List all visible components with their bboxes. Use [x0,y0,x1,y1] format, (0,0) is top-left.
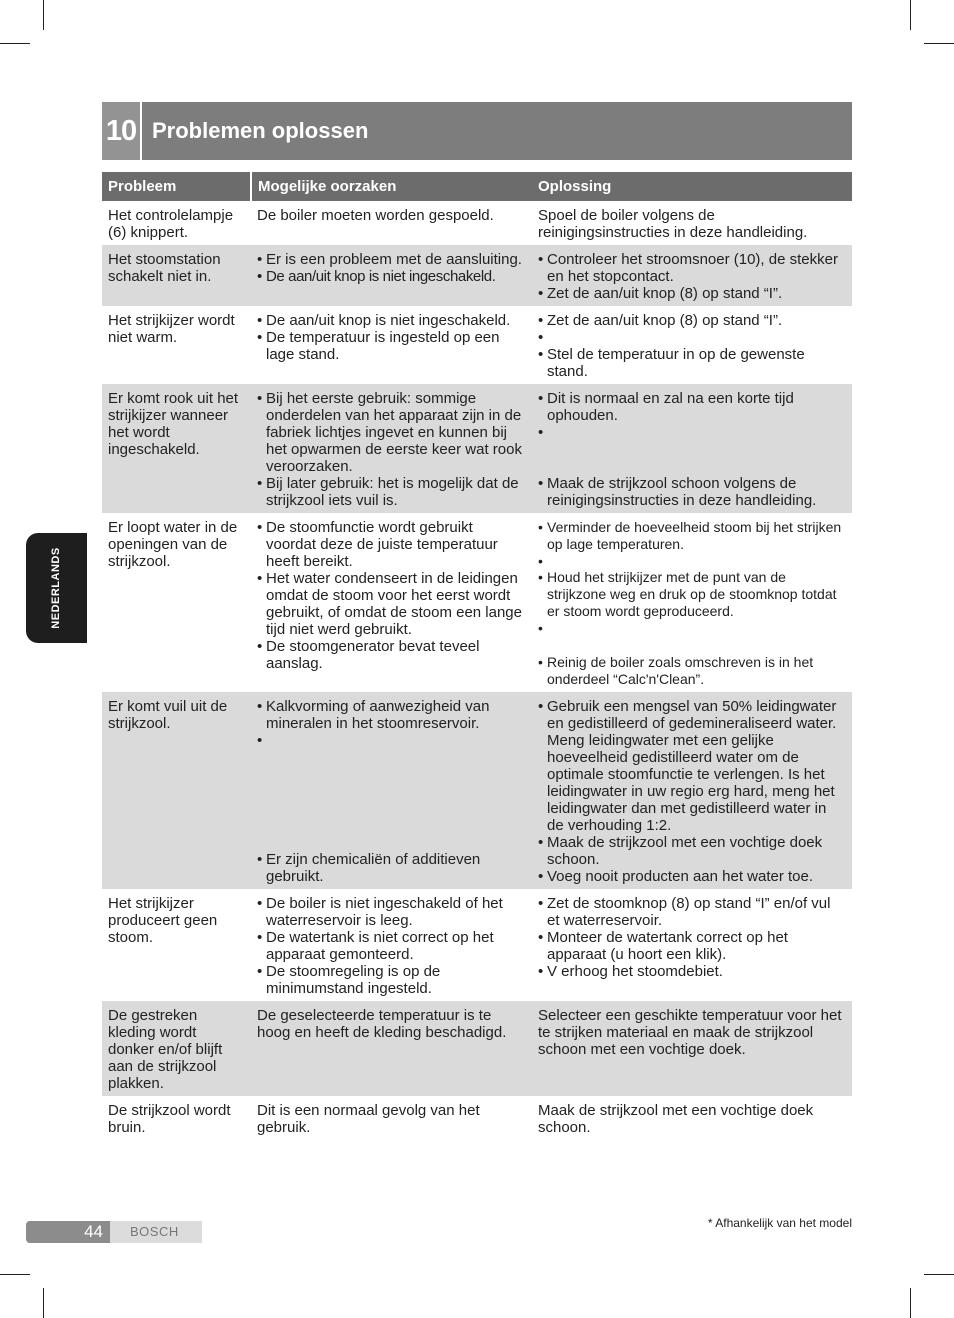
banner-divider [140,102,142,160]
solution-item: • Verminder de hoeveelheid stoom bij het strijken op lage temperaturen. [538,519,846,553]
cause-item: • De temperatuur is ingesteld op een lage stand. [257,329,526,363]
crop-mark [924,43,954,44]
solution-cell [532,513,852,692]
solution-cell: Spoel de boiler volgens de reinigingsinstructies in deze handleiding. [538,207,808,241]
solution-item: • Voeg nooit producten aan het water toe. [538,868,846,885]
solution-cell [532,245,852,306]
cause-item: • De stoomregeling is op de minimumstand ingesteld. [257,963,526,997]
solution-cell [532,692,852,889]
crop-mark [924,1274,954,1275]
problem-cell: De gestreken kleding wordt donker en/of blijft aan de strijkzool plakken. [102,1001,251,1096]
solution-item: • Maak de strijkzool met een vochtige doek schoon. [538,834,846,868]
header-oplossing: Oplossing [532,172,852,201]
solution-item: • Zet de aan/uit knop (8) op stand “I”. [538,285,846,302]
cause-item: • De boiler is niet ingeschakeld of het waterreservoir is leeg. [257,895,526,929]
crop-mark [910,0,911,30]
solution-item: • Reinig de boiler zoals omschreven is in het onderdeel “Calc'n'Clean”. [538,654,846,688]
solution-item: • Controleer het stroomsnoer (10), de stekker en het stopcontact. [538,251,846,285]
problem-cell: Het controlelampje (6) knippert. [108,207,234,241]
spacer [538,553,846,569]
section-title: Problemen oplossen [152,118,369,143]
problem-cell: Er loopt water in de openingen van de strijkzool. [108,519,238,570]
cause-cell: Dit is een normaal gevolg van het gebruik. [257,1102,480,1136]
table-row [102,1001,852,1096]
problem-cell: De strijkzool wordt bruin. [108,1102,231,1136]
solution-cell [532,306,852,384]
cause-cell [251,245,532,306]
cause-cell [251,889,532,1001]
solution-item: • Houd het strijkijzer met de punt van de strijkzone weg en druk op de stoomknop totdat er stoom wordt geproduceerd. [538,569,846,620]
cause-cell [251,384,532,513]
section-number: 10 [102,102,140,160]
brand-name: BOSCH [130,1224,179,1239]
header-oorzaken: Mogelijke oorzaken [251,172,532,201]
problem-cell: Het strijkijzer wordt niet warm. [108,312,235,346]
spacer [538,424,846,475]
solution-item: • Monteer de watertank correct op het apparaat (u hoort een klik). [538,929,846,963]
solution-cell: Maak de strijkzool met een vochtige doek schoon. [538,1102,814,1136]
solution-cell [532,889,852,1001]
crop-mark [910,1288,911,1318]
page-footer-bar [26,1221,202,1243]
table-row [102,201,852,245]
cause-item: • De aan/uit knop is niet ingeschakeld. [257,312,526,329]
crop-mark [0,1274,30,1275]
solution-item: • Zet de stoomknop (8) op stand “I” en/of vul et waterreservoir. [538,895,846,929]
spacer [257,732,526,851]
problem-cell: Er komt rook uit het strijkijzer wanneer het wordt ingeschakeld. [102,384,251,513]
cause-item: • Er zijn chemicaliën of additieven gebruikt. [257,851,526,885]
spacer [538,329,846,346]
cause-item: • Het water condenseert in de leidingen omdat de stoom voor het eerst wordt gebruikt, of omdat de stoom een lange tijd niet werd gebruikt. [257,570,526,638]
section-banner [102,102,852,160]
solution-cell [532,384,852,513]
page-number-box [26,1221,110,1243]
cause-cell [251,692,532,889]
cause-cell: De geselecteerde temperatuur is te hoog en heeft de kleding beschadigd. [251,1001,532,1096]
header-probleem: Probleem [102,172,251,201]
solution-item: • Gebruik een mengsel van 50% leidingwater en gedistilleerd of gedemineraliseerd water. Meng leidingwater met een gelijke hoeveelheid gedistilleerd water om de optimale stoomfunctie te verlengen. Is het leidingwater in uw regio erg hard, meng het leidingwater dan met gedistilleerd water in de verhouding 1:2. [538,698,846,834]
crop-mark [43,1288,44,1318]
solution-cell: Selecteer een geschikte temperatuur voor het te strijken materiaal en maak de strijkzool schoon met een vochtige doek. [532,1001,852,1096]
cause-item: • De aan/uit knop is niet ingeschakeld. [257,268,526,285]
solution-item: • Zet de aan/uit knop (8) op stand “I”. [538,312,846,329]
cause-item: • De stoomfunctie wordt gebruikt voordat deze de juiste temperatuur heeft bereikt. [257,519,526,570]
spacer [538,620,846,654]
solution-item: • Maak de strijkzool schoon volgens de reinigingsinstructies in deze handleiding. [538,475,846,509]
page-number: 44 [84,1222,103,1241]
cause-item: • De watertank is niet correct op het apparaat gemonteerd. [257,929,526,963]
cause-item: • Bij het eerste gebruik: sommige onderdelen van het apparaat zijn in de fabriek lichtjes ingevet en kunnen bij het opwarmen de eerste keer wat rook veroorzaken. [257,390,526,475]
table-row [102,384,852,513]
solution-item: • Dit is normaal en zal na een korte tijd ophouden. [538,390,846,424]
cause-item: • De stoomgenerator bevat teveel aanslag. [257,638,526,672]
problem-cell: Het stoomstation schakelt niet in. [102,245,251,306]
table-row [102,306,852,384]
table-row [102,513,852,692]
table-row [102,245,852,306]
solution-item: • Stel de temperatuur in op de gewenste stand. [538,346,846,380]
table-row [102,692,852,889]
crop-mark [43,0,44,30]
crop-mark [0,43,30,44]
troubleshooting-table [102,172,852,1140]
table-header-row [102,172,852,201]
footnote: * Afhankelijk van het model [707,1216,852,1230]
cause-item: • Er is een probleem met de aansluiting. [257,251,526,268]
cause-item: • Bij later gebruik: het is mogelijk dat de strijkzool iets vuil is. [257,475,526,509]
table-row [102,889,852,1001]
solution-item: • V erhoog het stoomdebiet. [538,963,846,980]
language-label: NEDERLANDS [50,547,62,629]
language-tab [26,533,87,643]
cause-cell: De boiler moeten worden gespoeld. [257,207,494,224]
cause-cell [251,513,532,692]
cause-cell [251,306,532,384]
table-row [102,1096,852,1140]
problem-cell: Er komt vuil uit de strijkzool. [102,692,251,889]
problem-cell: Het strijkijzer produceert geen stoom. [108,895,218,946]
cause-item: • Kalkvorming of aanwezigheid van mineralen in het stoomreservoir. [257,698,526,732]
